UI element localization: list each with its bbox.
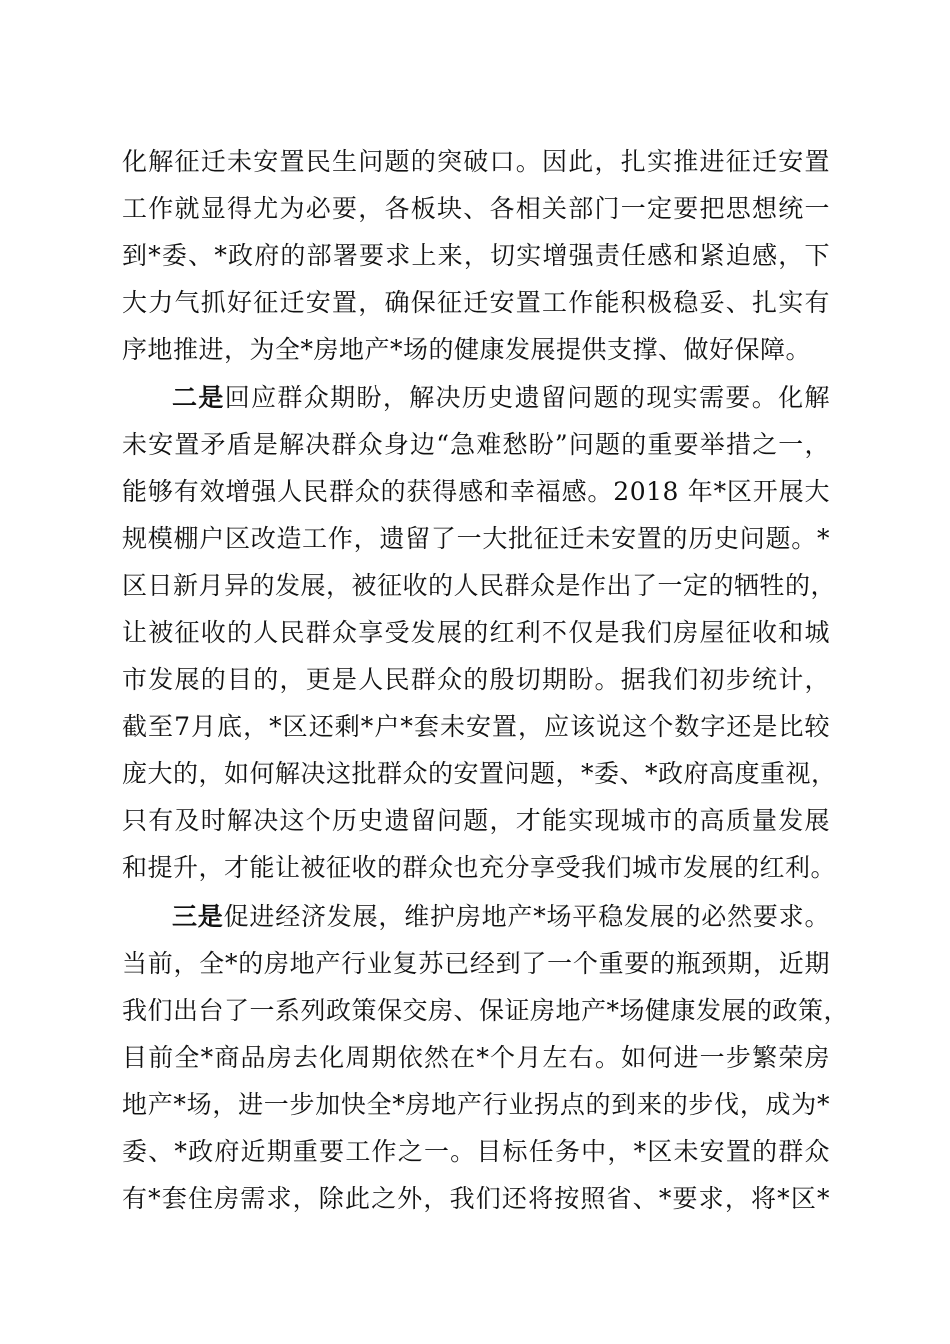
- paragraph-line: 序地推进，为全*房地产*场的健康发展提供支撑、做好保障。: [122, 335, 812, 364]
- paragraph-line: 区日新月异的发展，被征收的人民群众是作出了一定的牺牲的，: [122, 571, 837, 600]
- paragraph-line: 工作就显得尤为必要，各板块、各相关部门一定要把思想统一: [122, 194, 830, 223]
- paragraph-line: 未安置矛盾是解决群众身边“急难愁盼”问题的重要举措之一，: [122, 430, 830, 459]
- paragraph-line: 截至7月底，*区还剩*户*套未安置，应该说这个数字还是比较: [122, 712, 830, 741]
- paragraph-line: 规模棚户区改造工作，遗留了一大批征迁未安置的历史问题。*: [122, 524, 830, 553]
- paragraph-line: 能够有效增强人民群众的获得感和幸福感。2018 年*区开展大: [122, 477, 830, 506]
- paragraph-line: 我们出台了一系列政策保交房、保证房地产*场健康发展的政策，: [122, 996, 850, 1025]
- paragraph-line: 地产*场，进一步加快全*房地产行业拐点的到来的步伐，成为*: [122, 1090, 830, 1119]
- paragraph-line: 市发展的目的，更是人民群众的殷切期盼。据我们初步统计，: [122, 665, 830, 694]
- paragraph-line: 到*委、*政府的部署要求上来，切实增强责任感和紧迫感，下: [122, 241, 830, 270]
- paragraph-line-text: 促进经济发展，维护房地产*场平稳发展的必然要求。: [223, 902, 830, 931]
- paragraph-lead: 二是: [172, 383, 225, 412]
- paragraph-line: 和提升，才能让被征收的群众也充分享受我们城市发展的红利。: [122, 853, 837, 882]
- paragraph-line-text: 回应群众期盼，解决历史遗留问题的现实需要。化解: [224, 383, 830, 412]
- paragraph-line: 委、*政府近期重要工作之一。目标任务中，*区未安置的群众: [122, 1137, 830, 1166]
- paragraph-line: 有*套住房需求，除此之外，我们还将按照省、*要求，将*区*: [122, 1184, 830, 1213]
- paragraph-lead: 三是: [172, 902, 224, 931]
- paragraph-line: 当前，全*的房地产行业复苏已经到了一个重要的瓶颈期，近期: [122, 949, 830, 978]
- paragraph-line: 庞大的，如何解决这批群众的安置问题，*委、*政府高度重视，: [122, 759, 837, 788]
- paragraph-line: 目前全*商品房去化周期依然在*个月左右。如何进一步繁荣房: [122, 1043, 830, 1072]
- paragraph-line: [172, 378, 830, 418]
- paragraph-line: 让被征收的人民群众享受发展的红利不仅是我们房屋征收和城: [122, 618, 830, 647]
- paragraph-line: [172, 897, 830, 937]
- paragraph-line: 化解征迁未安置民生问题的突破口。因此，扎实推进征迁安置: [122, 147, 830, 176]
- paragraph-line: 大力气抓好征迁安置，确保征迁安置工作能积极稳妥、扎实有: [122, 288, 830, 317]
- paragraph-line: 只有及时解决这个历史遗留问题，才能实现城市的高质量发展: [122, 806, 830, 835]
